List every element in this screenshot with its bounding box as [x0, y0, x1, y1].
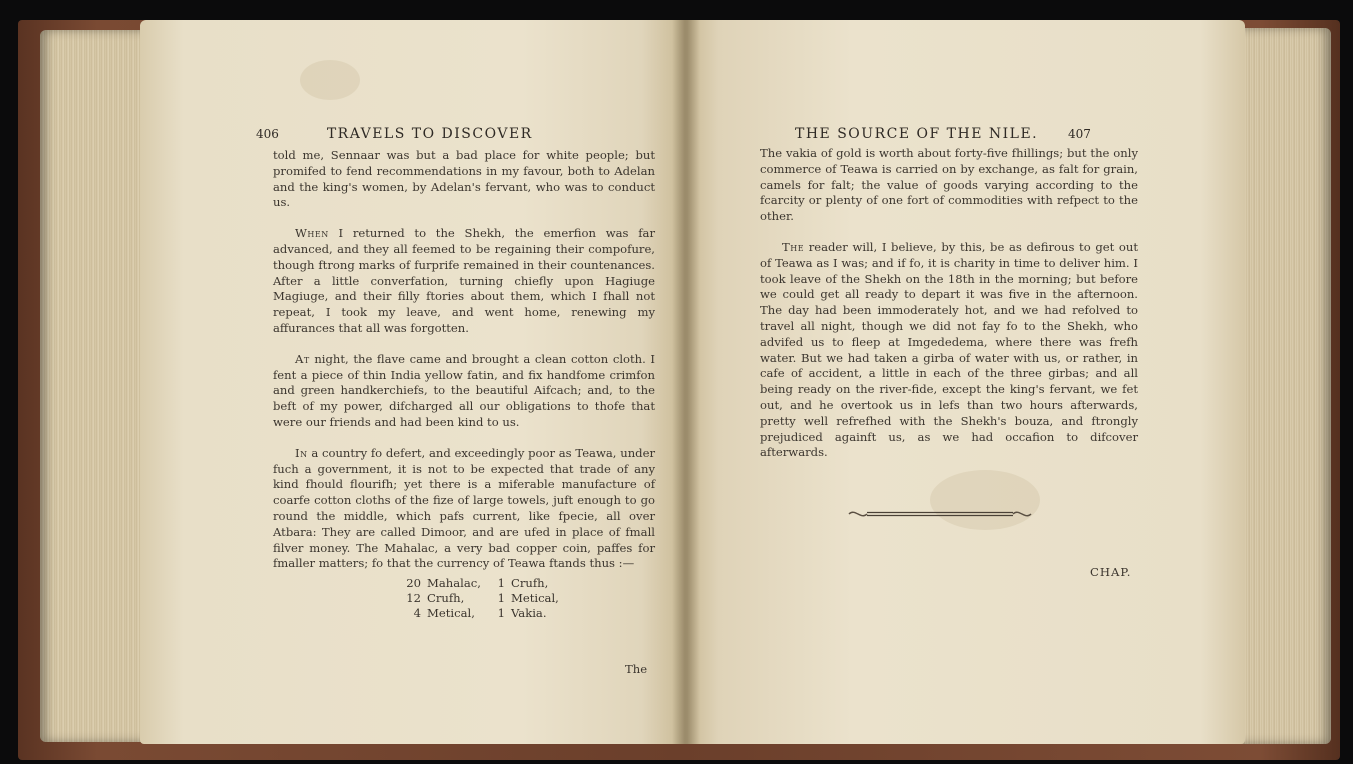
ornament-rule: [845, 506, 1035, 522]
paragraph-lead: The: [782, 239, 805, 254]
paragraph-lead: In: [295, 445, 308, 460]
currency-eq-qty: 1: [497, 591, 505, 606]
left-page-number: 406: [256, 127, 279, 141]
paragraph-text: The vakia of gold is worth about forty-five fhillings; but the only commerce of Teawa is carried on by exchange, as falt for grain, camels for falt; the value of goods varying according to the fcarcity or plenty of one fort of commodities with refpect to the other.: [760, 146, 1138, 224]
left-head-title: TRAVELS TO DISCOVER: [326, 126, 533, 142]
paragraph-text: a country fo defert, and exceedingly poor as Teawa, under fuch a government, it is not to be expected that trade of any kind fhould flourifh; yet there is a miferable manufacture of coarfe cotton cloths of the fize of large towels, juft enough to go round the middle, which pafs current, like fpecie, all over Atbara: They are called Dimoor, and are ufed in place of fmall filver money. The Mahalac, a very bad copper coin, paffes for fmaller matters; fo that the currency of Teawa ftands thus :—: [273, 445, 655, 571]
paragraph-lead: When: [295, 226, 329, 241]
paragraph-text: I returned to the Shekh, the emerfion was far advanced, and they all feemed to be regaining their compofure, though ftrong marks of furprife remained in their countenances. After a little converfation, turning chiefly upon Hagiuge Magiuge, and their filly ftories about them, which I fhall not repeat, I took my leave, and went home, renewing my affurances that all was forgotten.: [273, 226, 655, 335]
paragraph-lead: At: [295, 351, 310, 366]
left-paragraph-2: [273, 226, 655, 337]
left-running-head: [256, 126, 533, 142]
currency-qty: 4: [413, 606, 421, 621]
right-head-title: THE SOURCE OF THE NILE.: [795, 126, 1039, 142]
left-paragraph-1: [273, 148, 655, 211]
currency-qty: 12: [406, 591, 421, 606]
ornament-curl-right: [1013, 512, 1031, 515]
left-paragraph-3: [273, 352, 655, 431]
currency-unit: Crufh,: [427, 591, 465, 606]
currency-unit: Metical,: [427, 606, 475, 621]
paragraph-text: night, the flave came and brought a clean cotton cloth. I fent a piece of thin India yellow fatin, and fix handfome crimfon and green handkerchiefs, to the beautiful Aifcach; and, to the beft of my power, difcharged all our obligations to thofe that were our friends and had been kind to us.: [273, 351, 655, 429]
currency-eq-qty: 1: [497, 576, 505, 591]
currency-eq-unit: Crufh,: [510, 576, 549, 591]
left-body-text: [273, 148, 655, 621]
currency-table: [403, 576, 565, 621]
page-edges-right: [1236, 28, 1331, 744]
right-catchword: CHAP.: [1090, 565, 1132, 579]
paper-stain: [300, 60, 360, 100]
currency-eq-unit: Vakia.: [510, 606, 547, 621]
right-body-text: [760, 146, 1138, 476]
right-running-head: [795, 126, 1091, 142]
currency-eq-qty: 1: [497, 606, 505, 621]
paragraph-text: reader will, I believe, by this, be as defirous to get out of Teawa as I was; and if fo, it is charity in time to deliver him. I took leave of the Shekh on the 18th in the morning; but before we could get all ready to depart it was five in the afternoon. The day had been immoderately hot, and we had refolved to travel all night, though we did not fay fo to the Shekh, who advifed us to fleep at Imgededema, where there was frefh water. But we had taken a girba of water with us, or rather, in cafe of accident, a little in each of the three girbas; and all being ready on the river-fide, except the king's fervant, we fet out, and he overtook us in lefs than two hours afterwards, pretty well refrefhed with the Shekh's bouza, and ftrongly prejudiced againft us, as we had occafion to difcover afterwards.: [760, 239, 1138, 460]
currency-row: [403, 591, 565, 606]
paragraph-text: told me, Sennaar was but a bad place for white people; but promifed to fend recommendations in my favour, both to Adelan and the king's women, by Adelan's fervant, who was to conduct us.: [273, 148, 655, 210]
ornament-curl-left: [849, 512, 867, 515]
currency-unit: Mahalac,: [427, 576, 481, 591]
right-page-number: 407: [1068, 127, 1091, 141]
currency-eq-unit: Metical,: [510, 591, 559, 606]
currency-row: [403, 576, 565, 591]
book-gutter: [672, 20, 700, 744]
left-catchword: The: [625, 662, 648, 676]
right-paragraph-2: [760, 240, 1138, 461]
right-paragraph-1: [760, 146, 1138, 225]
left-paragraph-4: [273, 446, 655, 572]
page-edges-left: [40, 30, 150, 742]
currency-qty: 20: [406, 576, 421, 591]
currency-row: [403, 606, 565, 621]
